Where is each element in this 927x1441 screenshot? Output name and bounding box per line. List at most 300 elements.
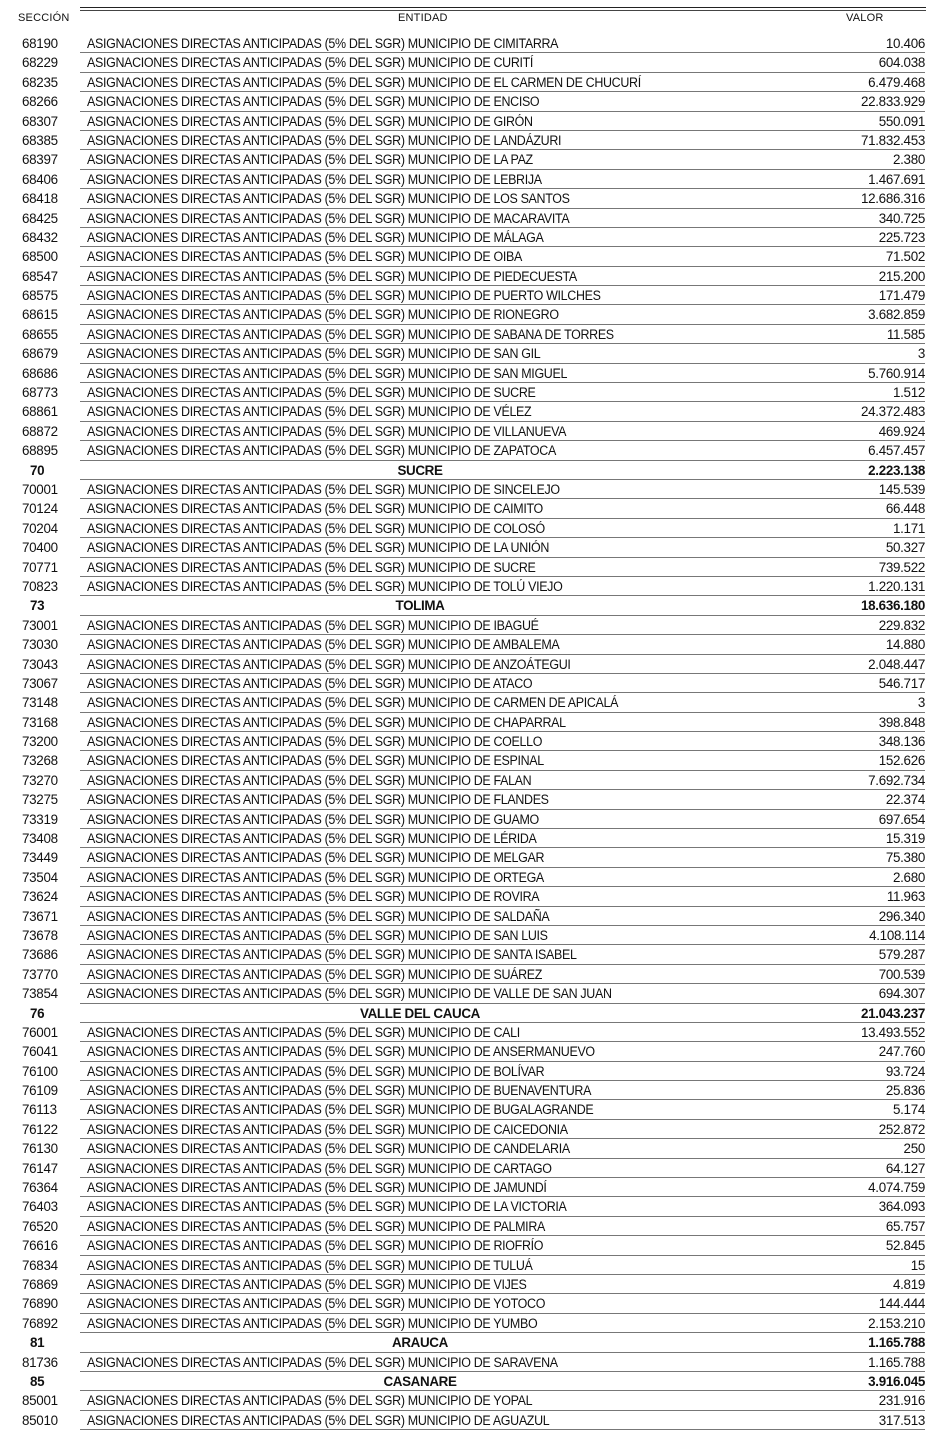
department-row — [0, 1004, 927, 1023]
value-amount: 546.717 — [878, 675, 925, 691]
value-amount: 7.692.734 — [868, 772, 925, 788]
entity-prefix: ASIGNACIONES DIRECTAS ANTICIPADAS (5% DEL SGR) MUNICIPIO DE — [87, 443, 494, 459]
value-amount: 231.916 — [878, 1393, 925, 1409]
municipality-name: TULUÁ — [493, 1257, 533, 1273]
section-code: 73319 — [22, 811, 58, 827]
municipality-name: FLANDES — [493, 792, 549, 808]
municipality-name: CIMITARRA — [493, 36, 559, 51]
section-code: 76616 — [22, 1238, 58, 1254]
section-code: 76001 — [22, 1024, 58, 1040]
entity-prefix: ASIGNACIONES DIRECTAS ANTICIPADAS (5% DEL SGR) MUNICIPIO DE — [87, 617, 494, 633]
municipality-name: BUENAVENTURA — [493, 1083, 592, 1099]
municipality-name: SARAVENA — [493, 1354, 558, 1370]
value-amount: 14.880 — [885, 637, 925, 653]
value-amount: 22.833.929 — [860, 94, 925, 110]
section-code: 73067 — [22, 675, 58, 691]
entity-name — [87, 34, 558, 53]
section-code: 73504 — [22, 869, 58, 885]
value-amount: 229.832 — [878, 617, 925, 633]
entity-name — [87, 209, 569, 228]
entity-name — [87, 170, 542, 189]
section-code: 68229 — [22, 55, 58, 71]
table-row — [0, 383, 927, 402]
municipality-name: JAMUNDÍ — [493, 1180, 547, 1196]
table-row — [0, 1256, 927, 1275]
section-code: 76109 — [22, 1083, 58, 1099]
entity-name — [87, 829, 537, 848]
value-amount: 2.153.210 — [868, 1315, 925, 1331]
section-code: 68266 — [22, 94, 58, 110]
entity-name — [87, 267, 577, 286]
table-row — [0, 267, 927, 286]
entity-prefix: ASIGNACIONES DIRECTAS ANTICIPADAS (5% DEL SGR) MUNICIPIO DE — [87, 695, 494, 711]
municipality-name: PIEDECUESTA — [493, 268, 577, 284]
value-amount: 247.760 — [878, 1044, 925, 1060]
entity-prefix: ASIGNACIONES DIRECTAS ANTICIPADAS (5% DEL SGR) MUNICIPIO DE — [87, 966, 494, 982]
value-amount: 25.836 — [885, 1083, 925, 1099]
section-code: 76890 — [22, 1296, 58, 1312]
value-amount: 22.374 — [885, 792, 925, 808]
section-code: 68500 — [22, 249, 58, 265]
value-amount: 340.725 — [878, 210, 925, 226]
entity-prefix: ASIGNACIONES DIRECTAS ANTICIPADAS (5% DEL SGR) MUNICIPIO DE — [87, 288, 494, 304]
entity-name — [87, 810, 539, 829]
value-amount: 1.165.788 — [868, 1354, 925, 1370]
section-code: 73001 — [22, 617, 58, 633]
municipality-name: LOS SANTOS — [493, 191, 570, 207]
entity-name — [87, 558, 535, 577]
entity-name — [87, 713, 566, 732]
table-row — [0, 1353, 927, 1372]
table-row — [0, 616, 927, 635]
entity-prefix: ASIGNACIONES DIRECTAS ANTICIPADAS (5% DEL SGR) MUNICIPIO DE — [87, 1257, 494, 1273]
value-amount: 697.654 — [878, 811, 925, 827]
entity-prefix: ASIGNACIONES DIRECTAS ANTICIPADAS (5% DEL SGR) MUNICIPIO DE — [87, 501, 494, 517]
section-code: 73043 — [22, 656, 58, 672]
entity-prefix: ASIGNACIONES DIRECTAS ANTICIPADAS (5% DEL SGR) MUNICIPIO DE — [87, 753, 494, 769]
municipality-name: VÉLEZ — [493, 404, 532, 420]
table-row — [0, 189, 927, 208]
entity-prefix: ASIGNACIONES DIRECTAS ANTICIPADAS (5% DEL SGR) MUNICIPIO DE — [87, 1354, 494, 1370]
municipality-name: AMBALEMA — [492, 637, 560, 653]
entity-prefix: ASIGNACIONES DIRECTAS ANTICIPADAS (5% DEL SGR) MUNICIPIO DE — [87, 1218, 494, 1234]
section-code: 68432 — [22, 229, 58, 245]
entity-prefix: ASIGNACIONES DIRECTAS ANTICIPADAS (5% DEL SGR) MUNICIPIO DE — [87, 326, 494, 342]
municipality-name: LA UNIÓN — [493, 540, 550, 556]
row-divider — [80, 1429, 925, 1430]
section-code: 73270 — [22, 772, 58, 788]
entity-name — [87, 383, 535, 402]
entity-name — [87, 92, 539, 111]
value-amount: 739.522 — [878, 559, 925, 575]
entity-prefix: ASIGNACIONES DIRECTAS ANTICIPADAS (5% DEL SGR) MUNICIPIO DE — [87, 1083, 494, 1099]
table-row — [0, 1391, 927, 1410]
value-amount: 52.845 — [885, 1238, 925, 1254]
entity-prefix: ASIGNACIONES DIRECTAS ANTICIPADAS (5% DEL SGR) MUNICIPIO DE — [87, 986, 494, 1002]
section-code: 73275 — [22, 792, 58, 808]
table-row — [0, 965, 927, 984]
municipality-name: GIRÓN — [493, 113, 533, 129]
entity-name — [87, 965, 542, 984]
department-row — [0, 596, 927, 615]
entity-name — [87, 1217, 545, 1236]
table-row — [0, 1100, 927, 1119]
value-amount: 4.819 — [892, 1277, 925, 1292]
value-amount: 700.539 — [878, 966, 925, 982]
section-code: 76869 — [22, 1277, 58, 1292]
table-row — [0, 170, 927, 189]
entity-prefix: ASIGNACIONES DIRECTAS ANTICIPADAS (5% DEL SGR) MUNICIPIO DE — [87, 1160, 494, 1176]
entity-prefix: ASIGNACIONES DIRECTAS ANTICIPADAS (5% DEL SGR) MUNICIPIO DE — [87, 1199, 494, 1215]
entity-name — [87, 1023, 520, 1042]
municipality-name: MACARAVITA — [493, 210, 570, 226]
entity-prefix: ASIGNACIONES DIRECTAS ANTICIPADAS (5% DEL SGR) MUNICIPIO DE — [87, 268, 494, 284]
entity-prefix: ASIGNACIONES DIRECTAS ANTICIPADAS (5% DEL SGR) MUNICIPIO DE — [87, 249, 494, 265]
entity-name — [87, 1139, 570, 1158]
section-code: 85 — [30, 1373, 45, 1389]
entity-name — [87, 422, 566, 441]
section-code: 76892 — [22, 1315, 58, 1331]
section-code: 68861 — [22, 404, 58, 420]
section-code: 68686 — [22, 365, 58, 381]
section-code: 68397 — [22, 152, 58, 168]
entity-name — [87, 1062, 544, 1081]
section-code: 70771 — [22, 559, 58, 575]
entity-name — [87, 945, 577, 964]
entity-name — [87, 907, 549, 926]
municipality-name: CANDELARIA — [493, 1141, 570, 1157]
value-amount: 225.723 — [878, 229, 925, 245]
entity-name — [87, 1100, 593, 1119]
municipality-name: CAIMITO — [493, 501, 543, 517]
entity-name — [87, 693, 618, 712]
value-amount: 10.406 — [885, 36, 925, 51]
municipality-name: FALAN — [493, 772, 532, 788]
value-amount: 3 — [917, 695, 925, 711]
entity-name — [87, 1081, 591, 1100]
section-code: 73678 — [22, 927, 58, 943]
value-amount: 469.924 — [878, 423, 925, 439]
table-row — [0, 693, 927, 712]
municipality-name: CURITÍ — [493, 55, 534, 71]
section-code: 73 — [30, 598, 45, 614]
section-code: 76834 — [22, 1257, 58, 1273]
section-code: 73408 — [22, 831, 58, 847]
table-row — [0, 112, 927, 131]
section-code: 81 — [30, 1335, 45, 1351]
entity-name — [87, 286, 601, 305]
table-row — [0, 926, 927, 945]
entity-prefix: ASIGNACIONES DIRECTAS ANTICIPADAS (5% DEL SGR) MUNICIPIO DE — [87, 346, 494, 362]
value-amount: 3 — [917, 346, 925, 362]
value-amount: 13.493.552 — [860, 1024, 925, 1040]
value-amount: 1.512 — [892, 385, 925, 401]
table-row — [0, 945, 927, 964]
table-row — [0, 131, 927, 150]
value-amount: 215.200 — [878, 268, 925, 284]
table-row — [0, 1062, 927, 1081]
table-row — [0, 674, 927, 693]
table-body — [0, 34, 927, 1430]
value-amount: 6.457.457 — [868, 443, 925, 459]
municipality-name: YUMBO — [493, 1315, 538, 1331]
entity-prefix: ASIGNACIONES DIRECTAS ANTICIPADAS (5% DEL SGR) MUNICIPIO DE — [87, 772, 494, 788]
entity-name — [87, 1391, 532, 1410]
department-row — [0, 1333, 927, 1352]
table-row — [0, 1042, 927, 1061]
value-amount: 75.380 — [885, 850, 925, 866]
entity-prefix: ASIGNACIONES DIRECTAS ANTICIPADAS (5% DEL SGR) MUNICIPIO DE — [87, 1102, 494, 1118]
value-amount: 71.832.453 — [860, 132, 925, 148]
municipality-name: CALI — [493, 1024, 520, 1040]
entity-name — [87, 480, 560, 499]
value-amount: 348.136 — [878, 734, 925, 750]
table-row — [0, 325, 927, 344]
municipality-name: RIONEGRO — [493, 307, 559, 323]
municipality-name: VALLE DE SAN JUAN — [493, 986, 612, 1002]
section-code: 85010 — [22, 1412, 58, 1428]
value-amount: 5.760.914 — [868, 365, 925, 381]
table-row — [0, 1236, 927, 1255]
entity-name — [87, 1178, 547, 1197]
section-code: 76147 — [22, 1160, 58, 1176]
municipality-name: TOLÚ VIEJO — [493, 578, 563, 594]
section-code: 73686 — [22, 947, 58, 963]
entity-name — [87, 1042, 595, 1061]
municipality-name: ZAPATOCA — [493, 443, 556, 459]
table-row — [0, 402, 927, 421]
entity-prefix: ASIGNACIONES DIRECTAS ANTICIPADAS (5% DEL SGR) MUNICIPIO DE — [87, 1296, 494, 1312]
entity-prefix: ASIGNACIONES DIRECTAS ANTICIPADAS (5% DEL SGR) MUNICIPIO DE — [87, 947, 494, 963]
section-code: 73671 — [22, 908, 58, 924]
entity-prefix: ASIGNACIONES DIRECTAS ANTICIPADAS (5% DEL SGR) MUNICIPIO DE — [87, 1315, 494, 1331]
entity-name — [87, 1120, 568, 1139]
municipality-name: RIOFRÍO — [493, 1238, 544, 1254]
value-amount: 12.686.316 — [860, 191, 925, 207]
department-name: TOLIMA — [395, 598, 445, 614]
table-row — [0, 92, 927, 111]
entity-prefix: ASIGNACIONES DIRECTAS ANTICIPADAS (5% DEL SGR) MUNICIPIO DE — [87, 578, 494, 594]
table-row — [0, 1197, 927, 1216]
value-amount: 3.682.859 — [868, 307, 925, 323]
header-entidad: ENTIDAD — [398, 12, 448, 24]
department-name: CASANARE — [383, 1373, 457, 1389]
table-row — [0, 984, 927, 1003]
entity-prefix: ASIGNACIONES DIRECTAS ANTICIPADAS (5% DEL SGR) MUNICIPIO DE — [87, 850, 494, 866]
municipality-name: LÉRIDA — [493, 831, 537, 847]
section-code: 70204 — [22, 520, 58, 536]
entity-prefix: ASIGNACIONES DIRECTAS ANTICIPADAS (5% DEL SGR) MUNICIPIO DE — [87, 481, 494, 497]
section-code: 68385 — [22, 132, 58, 148]
entity-prefix: ASIGNACIONES DIRECTAS ANTICIPADAS (5% DEL SGR) MUNICIPIO DE — [87, 831, 494, 847]
municipality-name: VIJES — [493, 1277, 527, 1292]
section-code: 73854 — [22, 986, 58, 1002]
section-code: 73168 — [22, 714, 58, 730]
table-row — [0, 1159, 927, 1178]
table-row — [0, 73, 927, 92]
section-code: 68190 — [22, 36, 58, 51]
section-code: 73770 — [22, 966, 58, 982]
entity-prefix: ASIGNACIONES DIRECTAS ANTICIPADAS (5% DEL SGR) MUNICIPIO DE — [87, 656, 493, 672]
entity-name — [87, 751, 544, 770]
entity-prefix: ASIGNACIONES DIRECTAS ANTICIPADAS (5% DEL SGR) MUNICIPIO DE — [87, 927, 494, 943]
entity-prefix: ASIGNACIONES DIRECTAS ANTICIPADAS (5% DEL SGR) MUNICIPIO DE — [87, 1277, 494, 1292]
section-code: 76 — [30, 1005, 45, 1021]
value-amount: 93.724 — [885, 1063, 925, 1079]
entity-name — [87, 247, 522, 266]
entity-prefix: ASIGNACIONES DIRECTAS ANTICIPADAS (5% DEL SGR) MUNICIPIO DE — [87, 889, 494, 905]
value-amount: 250 — [903, 1141, 925, 1157]
table-row — [0, 848, 927, 867]
value-amount: 152.626 — [878, 753, 925, 769]
entity-name — [87, 655, 571, 674]
entity-prefix: ASIGNACIONES DIRECTAS ANTICIPADAS (5% DEL SGR) MUNICIPIO DE — [87, 55, 494, 71]
entity-name — [87, 1294, 545, 1313]
table-row — [0, 887, 927, 906]
municipality-name: SINCELEJO — [493, 481, 560, 497]
section-code: 73030 — [22, 637, 58, 653]
entity-name — [87, 848, 544, 867]
entity-prefix: ASIGNACIONES DIRECTAS ANTICIPADAS (5% DEL SGR) MUNICIPIO DE — [87, 307, 494, 323]
section-code: 68307 — [22, 113, 58, 129]
header-seccion: SECCIÓN — [18, 12, 70, 24]
table-row — [0, 1081, 927, 1100]
value-amount: 4.074.759 — [868, 1180, 925, 1196]
table-row — [0, 422, 927, 441]
table-row — [0, 286, 927, 305]
value-amount: 171.479 — [878, 288, 925, 304]
table-row — [0, 1411, 927, 1430]
section-code: 68235 — [22, 74, 58, 90]
entity-prefix: ASIGNACIONES DIRECTAS ANTICIPADAS (5% DEL SGR) MUNICIPIO DE — [87, 675, 493, 691]
table-row — [0, 829, 927, 848]
table-row — [0, 34, 927, 53]
entity-name — [87, 1236, 543, 1255]
table-row — [0, 1139, 927, 1158]
municipality-name: VILLANUEVA — [493, 423, 567, 439]
value-amount: 1.220.131 — [868, 578, 925, 594]
entity-prefix: ASIGNACIONES DIRECTAS ANTICIPADAS (5% DEL SGR) MUNICIPIO DE — [87, 1393, 494, 1409]
table-row — [0, 538, 927, 557]
municipality-name: SUÁREZ — [493, 966, 543, 982]
entity-name — [87, 112, 533, 131]
section-code: 76100 — [22, 1063, 58, 1079]
value-amount: 21.043.237 — [860, 1005, 925, 1021]
value-amount: 144.444 — [878, 1296, 925, 1312]
value-amount: 1.165.788 — [868, 1335, 925, 1351]
section-code: 73624 — [22, 889, 58, 905]
section-code: 73449 — [22, 850, 58, 866]
table-row — [0, 868, 927, 887]
value-amount: 145.539 — [878, 481, 925, 497]
municipality-name: PALMIRA — [493, 1218, 545, 1234]
entity-name — [87, 73, 641, 92]
entity-name — [87, 519, 545, 538]
table-row — [0, 577, 927, 596]
municipality-name: MELGAR — [493, 850, 545, 866]
section-code: 68773 — [22, 385, 58, 401]
value-amount: 694.307 — [878, 986, 925, 1002]
table-row — [0, 364, 927, 383]
entity-name — [87, 1275, 526, 1294]
section-code: 68895 — [22, 443, 58, 459]
section-code: 70823 — [22, 578, 58, 594]
table-row — [0, 732, 927, 751]
entity-prefix: ASIGNACIONES DIRECTAS ANTICIPADAS (5% DEL SGR) MUNICIPIO DE — [87, 520, 494, 536]
municipality-name: SAN GIL — [493, 346, 541, 362]
department-name: SUCRE — [397, 462, 443, 478]
table-row — [0, 1120, 927, 1139]
entity-prefix: ASIGNACIONES DIRECTAS ANTICIPADAS (5% DEL SGR) MUNICIPIO DE — [87, 132, 494, 148]
section-code: 76403 — [22, 1199, 58, 1215]
entity-prefix: ASIGNACIONES DIRECTAS ANTICIPADAS (5% DEL SGR) MUNICIPIO DE — [87, 113, 494, 129]
table-row — [0, 441, 927, 460]
value-amount: 2.380 — [892, 152, 925, 168]
entity-prefix: ASIGNACIONES DIRECTAS ANTICIPADAS (5% DEL SGR) MUNICIPIO DE — [87, 229, 494, 245]
value-amount: 65.757 — [885, 1218, 925, 1234]
value-amount: 15 — [910, 1257, 925, 1273]
municipality-name: LANDÁZURI — [493, 132, 562, 148]
municipality-name: COLOSÓ — [493, 520, 545, 536]
entity-prefix: ASIGNACIONES DIRECTAS ANTICIPADAS (5% DEL SGR) MUNICIPIO DE — [87, 74, 494, 90]
entity-name — [87, 577, 562, 596]
department-name: VALLE DEL CAUCA — [360, 1005, 480, 1021]
table-header — [0, 4, 927, 30]
section-code: 68425 — [22, 210, 58, 226]
table-row — [0, 1275, 927, 1294]
entity-prefix: ASIGNACIONES DIRECTAS ANTICIPADAS (5% DEL SGR) MUNICIPIO DE — [87, 1412, 493, 1428]
header-valor: VALOR — [846, 12, 884, 24]
entity-name — [87, 325, 614, 344]
value-amount: 2.223.138 — [868, 462, 925, 478]
table-row — [0, 480, 927, 499]
municipality-name: AGUAZUL — [492, 1412, 550, 1428]
section-code: 70001 — [22, 481, 58, 497]
entity-prefix: ASIGNACIONES DIRECTAS ANTICIPADAS (5% DEL SGR) MUNICIPIO DE — [87, 36, 494, 51]
municipality-name: CARTAGO — [493, 1160, 552, 1176]
entity-prefix: ASIGNACIONES DIRECTAS ANTICIPADAS (5% DEL SGR) MUNICIPIO DE — [87, 191, 494, 207]
table-row — [0, 1314, 927, 1333]
entity-prefix: ASIGNACIONES DIRECTAS ANTICIPADAS (5% DEL SGR) MUNICIPIO DE — [87, 1238, 494, 1254]
header-rule-secondary — [80, 10, 926, 11]
municipality-name: SAN MIGUEL — [493, 365, 568, 381]
municipality-name: ROVIRA — [493, 889, 540, 905]
entity-name — [87, 131, 561, 150]
entity-name — [87, 1159, 552, 1178]
table-row — [0, 635, 927, 654]
section-code: 73200 — [22, 734, 58, 750]
entity-prefix: ASIGNACIONES DIRECTAS ANTICIPADAS (5% DEL SGR) MUNICIPIO DE — [87, 152, 494, 168]
entity-prefix: ASIGNACIONES DIRECTAS ANTICIPADAS (5% DEL SGR) MUNICIPIO DE — [87, 365, 494, 381]
municipality-name: SANTA ISABEL — [493, 947, 577, 963]
municipality-name: ENCISO — [493, 94, 540, 110]
municipality-name: SAN LUIS — [493, 927, 548, 943]
entity-prefix: ASIGNACIONES DIRECTAS ANTICIPADAS (5% DEL SGR) MUNICIPIO DE — [87, 1180, 494, 1196]
value-amount: 579.287 — [878, 947, 925, 963]
entity-prefix: ASIGNACIONES DIRECTAS ANTICIPADAS (5% DEL SGR) MUNICIPIO DE — [87, 404, 494, 420]
entity-name — [87, 150, 533, 169]
entity-name — [87, 499, 543, 518]
municipality-name: BOLÍVAR — [493, 1063, 545, 1079]
entity-prefix: ASIGNACIONES DIRECTAS ANTICIPADAS (5% DEL SGR) MUNICIPIO DE — [87, 869, 494, 885]
section-code: 68872 — [22, 423, 58, 439]
municipality-name: ANZOÁTEGUI — [492, 656, 571, 672]
section-code: 73268 — [22, 753, 58, 769]
table-row — [0, 1294, 927, 1313]
value-amount: 1.467.691 — [868, 171, 925, 187]
table-row — [0, 558, 927, 577]
value-amount: 64.127 — [885, 1160, 925, 1176]
